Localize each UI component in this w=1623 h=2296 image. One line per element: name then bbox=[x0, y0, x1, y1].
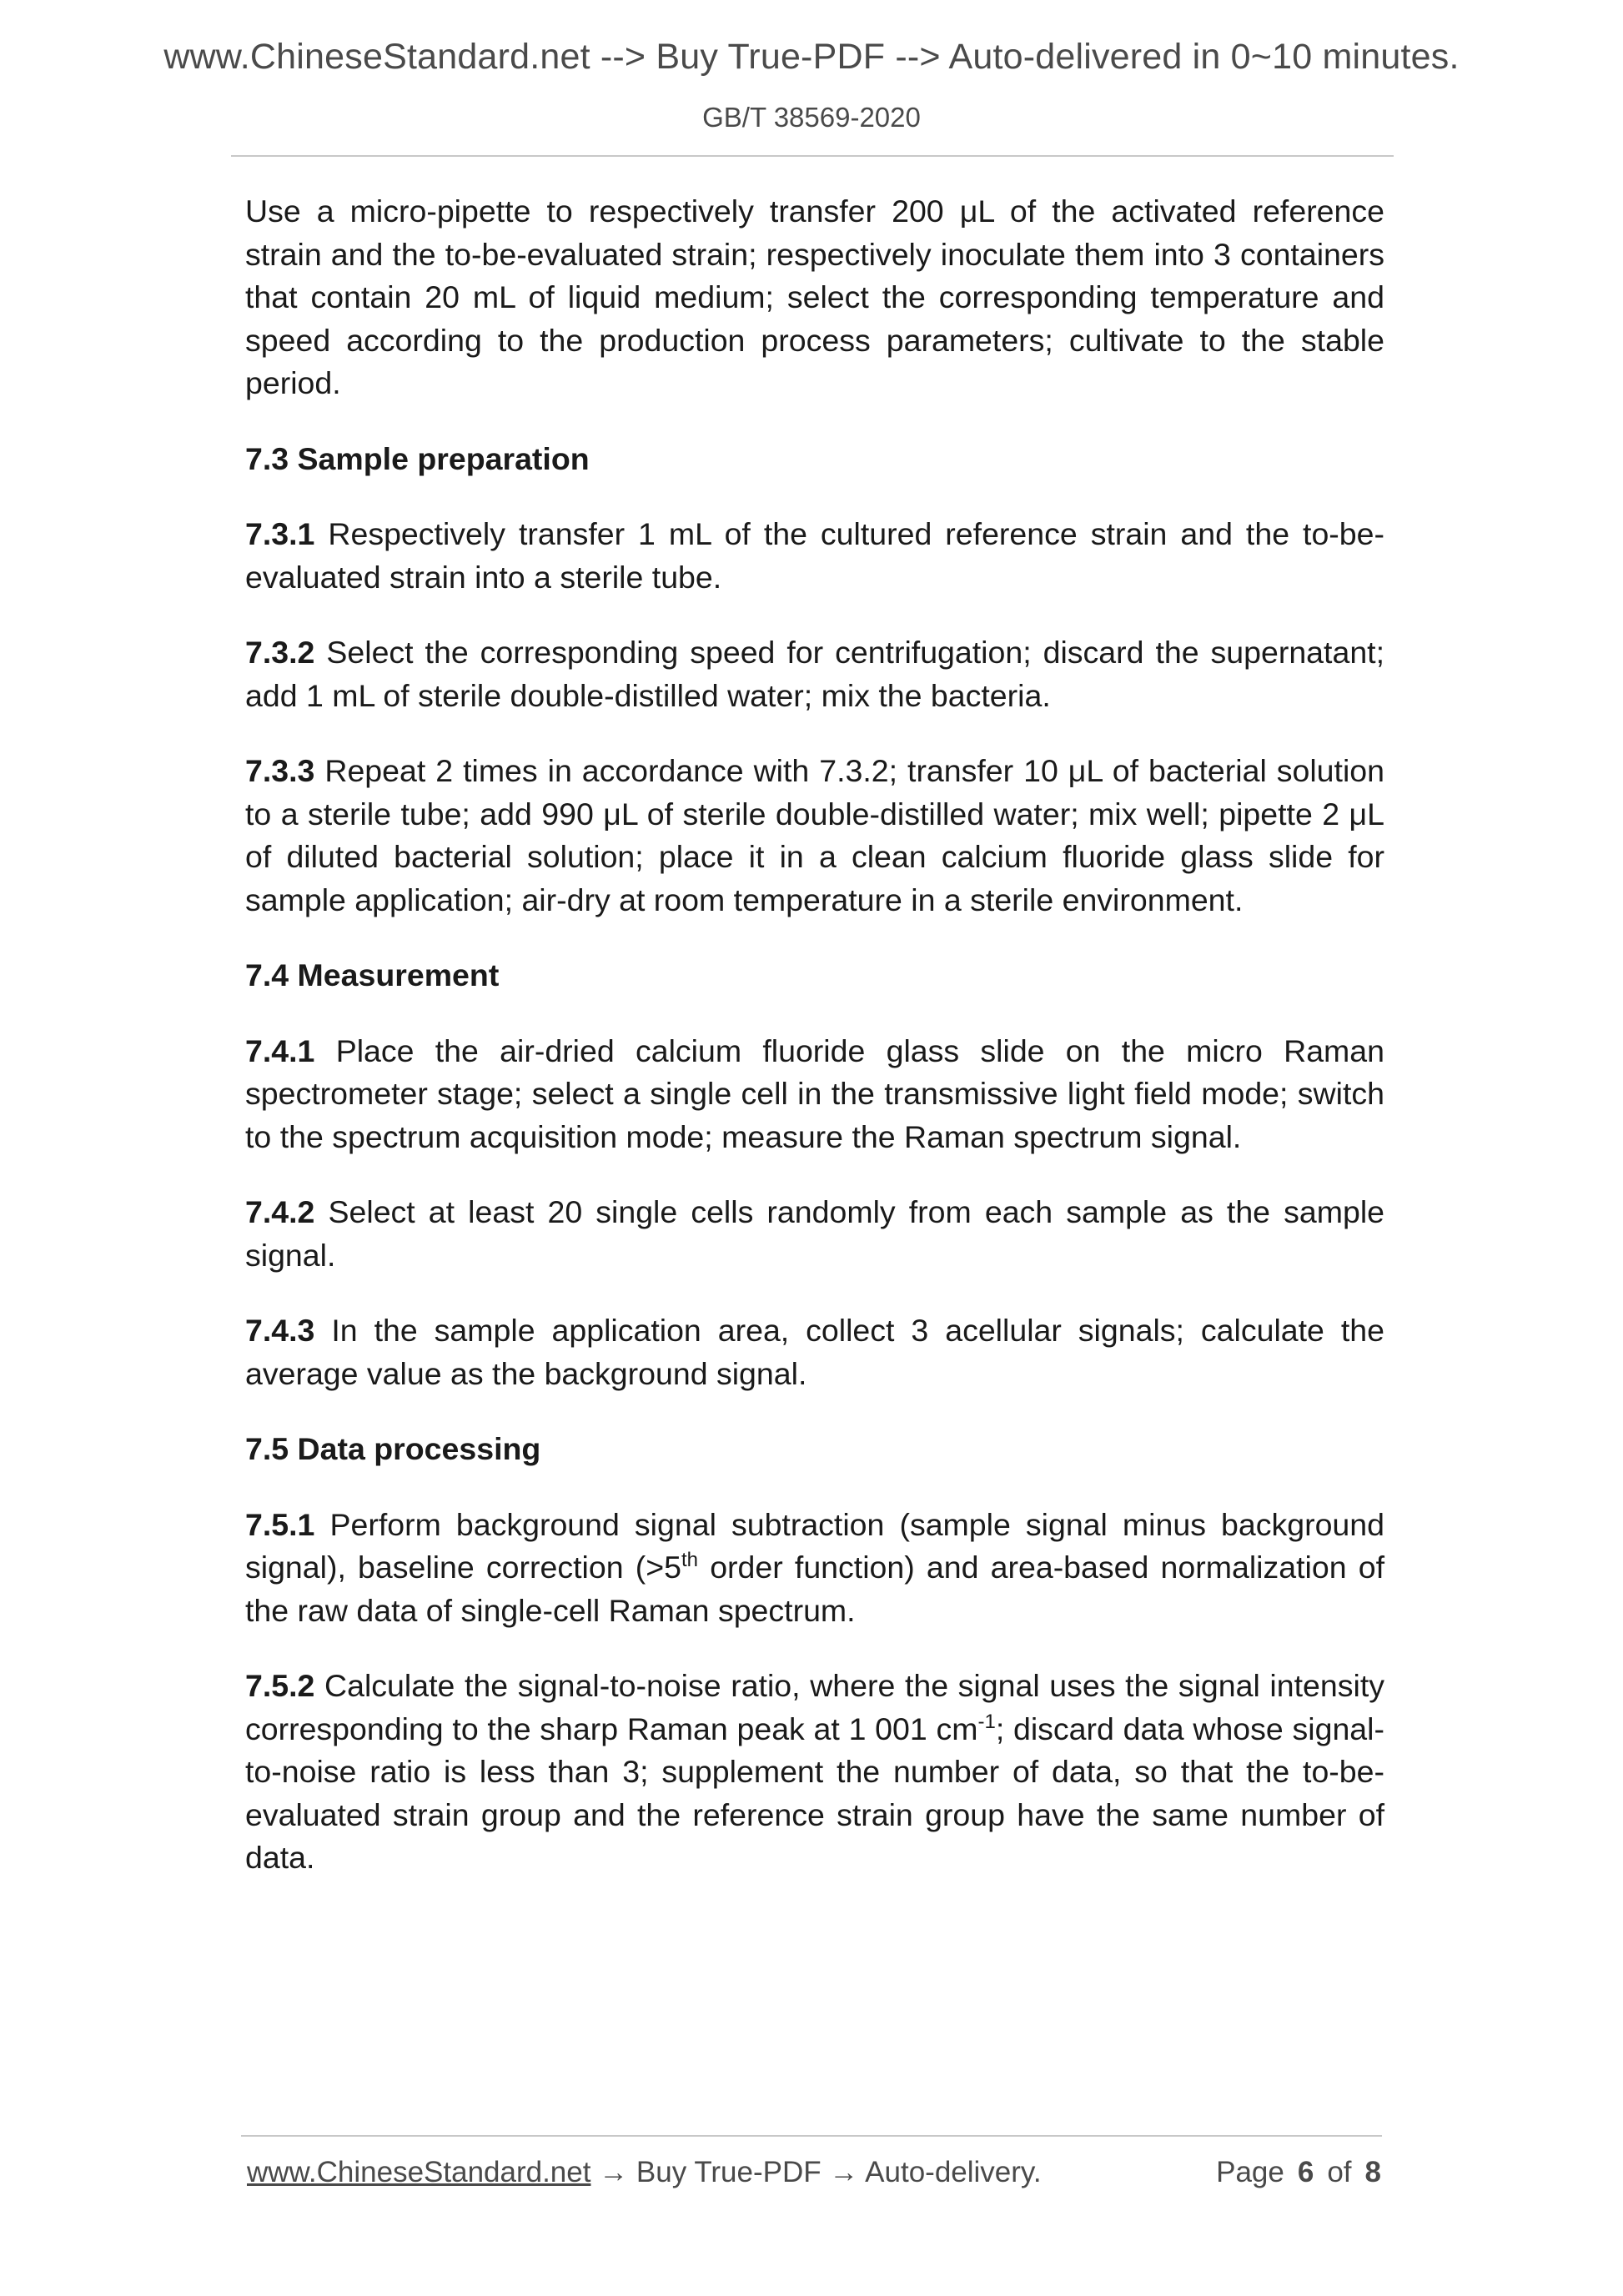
document-body bbox=[245, 190, 1384, 1912]
superscript: -1 bbox=[977, 1710, 996, 1733]
page-indicator bbox=[1216, 2156, 1381, 2189]
clause-text: In the sample application area, collect 3 acellular signals; calculate the average value as the background signal. bbox=[245, 1313, 1384, 1391]
clause-number: 7.3.1 bbox=[245, 516, 315, 551]
site-banner: www.ChineseStandard.net --> Buy True-PDF --> Auto-delivered in 0~10 minutes. bbox=[163, 37, 1460, 77]
page-label: Page bbox=[1216, 2156, 1284, 2188]
clause-number: 7.3.3 bbox=[245, 753, 315, 788]
clause-number: 7.4.3 bbox=[245, 1313, 315, 1348]
clause-number: 7.4.1 bbox=[245, 1032, 315, 1068]
header-divider bbox=[231, 155, 1394, 157]
clause-text: Perform background signal subtraction (sample signal minus background signal), baseline correction (>5 bbox=[245, 1506, 1384, 1585]
clause-7-4-2 bbox=[245, 1191, 1384, 1277]
clause-text: Calculate the signal-to-noise ratio, where the signal uses the signal intensity corresponding to the sharp Raman peak at 1 001 cm bbox=[245, 1668, 1384, 1746]
clause-7-4-3 bbox=[245, 1309, 1384, 1395]
clause-number: 7.5.2 bbox=[245, 1668, 315, 1703]
footer-link-group bbox=[247, 2156, 1042, 2189]
clause-text: Place the air-dried calcium fluoride glass slide on the micro Raman spectrometer stage; select a single cell in the transmissive light field mode; switch to the spectrum acquisition mode; measure the Raman spectrum signal. bbox=[245, 1032, 1384, 1154]
clause-7-4-1 bbox=[245, 1030, 1384, 1159]
standard-code: GB/T 38569-2020 bbox=[702, 102, 921, 133]
clause-text: Repeat 2 times in accordance with 7.3.2; transfer 10 μL of bacterial solution to a sterile tube; add 990 μL of sterile double-distilled water; mix well; pipette 2 μL of diluted bacterial solution; place it in a clean calcium fluoride glass slide for sample application; air-dry at room temperature in a sterile environment. bbox=[245, 753, 1384, 917]
clause-7-3-2 bbox=[245, 631, 1384, 717]
footer-divider bbox=[241, 2135, 1382, 2137]
superscript: th bbox=[681, 1549, 699, 1571]
clause-7-3-1 bbox=[245, 513, 1384, 599]
page-current: 6 bbox=[1297, 2156, 1314, 2188]
clause-text-cont: order function) and area-based normalization of the raw data of single-cell Raman spectrum. bbox=[245, 1550, 1385, 1628]
clause-text: Select the corresponding speed for centrifugation; discard the supernatant; add 1 mL of sterile double-distilled water; mix the bacteria. bbox=[245, 635, 1385, 713]
clause-number: 7.4.2 bbox=[245, 1194, 315, 1229]
section-heading-7-3: 7.3 Sample preparation bbox=[245, 440, 590, 476]
page-footer bbox=[247, 2156, 1381, 2198]
clause-text: Respectively transfer 1 mL of the cultured reference strain and the to-be-evaluated strain into a sterile tube. bbox=[245, 516, 1384, 595]
intro-paragraph: Use a micro-pipette to respectively transfer 200 μL of the activated reference strain and the to-be-evaluated strain; respectively inoculate them into 3 containers that contain 20 mL of liquid medium; select the corresponding temperature and speed according to the production process parameters; cultivate to the stable period. bbox=[245, 193, 1384, 400]
section-heading-7-5: 7.5 Data processing bbox=[245, 1431, 541, 1466]
clause-number: 7.3.2 bbox=[245, 635, 315, 670]
site-link[interactable]: www.ChineseStandard.net bbox=[247, 2156, 591, 2188]
clause-7-5-2 bbox=[245, 1665, 1384, 1880]
clause-number: 7.5.1 bbox=[245, 1506, 315, 1542]
clause-text-cont: ; discard data whose signal-to-noise ratio is less than 3; supplement the number of data, so that the to-be-evaluated strain group and the reference strain group have the same number of data. bbox=[245, 1711, 1384, 1875]
clause-7-5-1 bbox=[245, 1504, 1384, 1633]
clause-7-3-3 bbox=[245, 750, 1384, 922]
page-of: of bbox=[1327, 2156, 1352, 2188]
page-total: 8 bbox=[1364, 2156, 1381, 2188]
section-heading-7-4: 7.4 Measurement bbox=[245, 957, 500, 992]
clause-text: Select at least 20 single cells randomly from each sample as the sample signal. bbox=[245, 1194, 1385, 1273]
footer-tagline: → Buy True-PDF → Auto-delivery. bbox=[590, 2156, 1042, 2188]
